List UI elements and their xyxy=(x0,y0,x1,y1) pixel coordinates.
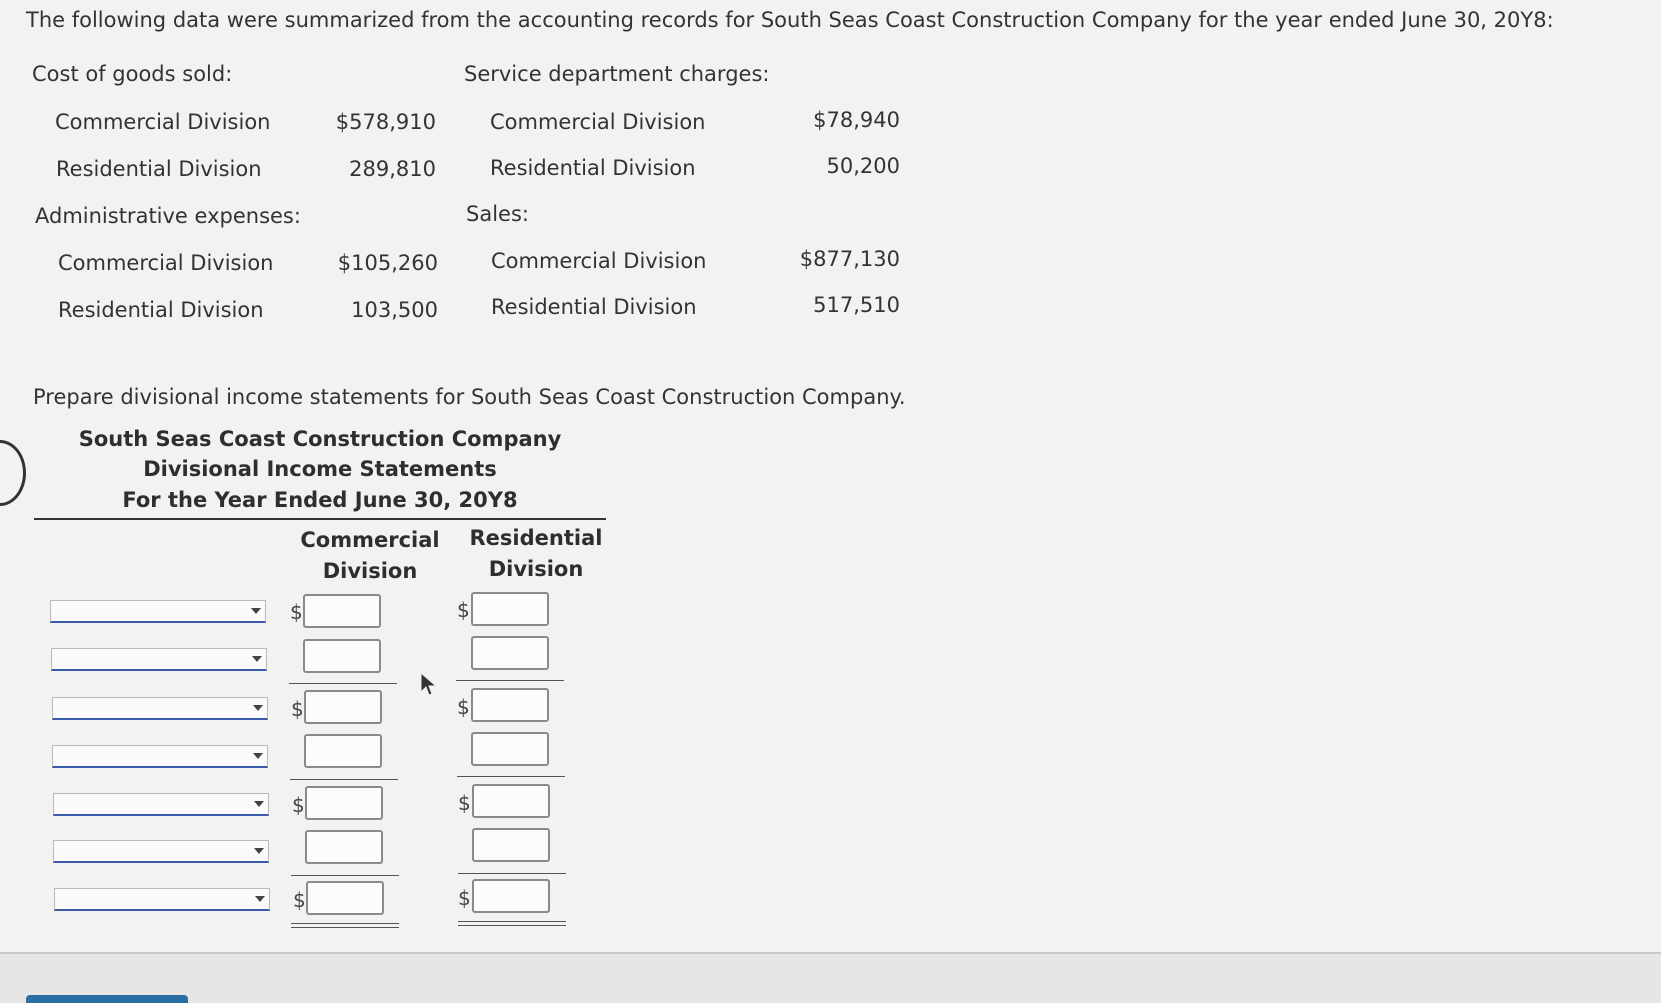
sales-residential-value: 517,510 xyxy=(813,293,900,317)
mouse-pointer-icon xyxy=(420,672,438,698)
statement-period: For the Year Ended June 30, 20Y8 xyxy=(122,488,518,512)
commercial-amount-input-1[interactable] xyxy=(303,594,381,628)
chevron-down-icon xyxy=(255,896,265,902)
cogs-commercial-value: $578,910 xyxy=(335,110,436,134)
service-residential-value: 50,200 xyxy=(826,154,900,178)
dollar-sign: $ xyxy=(291,697,304,721)
cogs-residential-value: 289,810 xyxy=(349,157,436,181)
residential-amount-input-1[interactable] xyxy=(471,592,549,626)
question-marker-icon[interactable] xyxy=(0,440,26,506)
admin-heading: Administrative expenses: xyxy=(35,204,301,228)
subtotal-rule xyxy=(291,875,399,876)
line-item-select-6[interactable] xyxy=(53,840,269,863)
line-item-select-1[interactable] xyxy=(50,600,266,623)
chevron-down-icon xyxy=(253,705,263,711)
admin-commercial-label: Commercial Division xyxy=(58,251,274,275)
service-residential-label: Residential Division xyxy=(490,156,696,180)
commercial-amount-input-7[interactable] xyxy=(306,881,384,915)
instruction-text: Prepare divisional income statements for South Seas Coast Construction Company. xyxy=(33,385,906,409)
col-residential-line1: Residential xyxy=(469,526,603,550)
commercial-amount-input-2[interactable] xyxy=(303,639,381,673)
chevron-down-icon xyxy=(252,656,262,662)
dollar-sign: $ xyxy=(290,600,303,624)
col-commercial-line1: Commercial xyxy=(300,528,440,552)
line-item-select-4[interactable] xyxy=(52,745,268,768)
commercial-amount-input-6[interactable] xyxy=(305,830,383,864)
chevron-down-icon xyxy=(254,848,264,854)
residential-amount-input-3[interactable] xyxy=(471,688,549,722)
chevron-down-icon xyxy=(253,753,263,759)
dollar-sign: $ xyxy=(292,793,305,817)
dollar-sign: $ xyxy=(458,791,471,815)
statement-company: South Seas Coast Construction Company xyxy=(78,427,562,451)
total-double-rule xyxy=(458,921,566,926)
chevron-down-icon xyxy=(254,801,264,807)
service-commercial-value: $78,940 xyxy=(813,108,900,132)
dollar-sign: $ xyxy=(457,695,470,719)
sales-commercial-value: $877,130 xyxy=(799,247,900,271)
chevron-down-icon xyxy=(251,608,261,614)
subtotal-rule xyxy=(458,873,566,874)
total-double-rule xyxy=(291,923,399,928)
cogs-commercial-label: Commercial Division xyxy=(55,110,271,134)
residential-amount-input-6[interactable] xyxy=(472,828,550,862)
dollar-sign: $ xyxy=(293,888,306,912)
subtotal-rule xyxy=(456,680,564,681)
intro-text: The following data were summarized from the accounting records for South Seas Coast Construction Company for the year ended June 30, 20Y8: xyxy=(26,8,1554,32)
subtotal-rule xyxy=(289,683,397,684)
dollar-sign: $ xyxy=(458,886,471,910)
sales-heading: Sales: xyxy=(466,202,529,226)
line-item-select-5[interactable] xyxy=(53,793,269,816)
admin-residential-value: 103,500 xyxy=(351,298,438,322)
dollar-sign: $ xyxy=(457,598,470,622)
residential-amount-input-7[interactable] xyxy=(472,879,550,913)
cogs-heading: Cost of goods sold: xyxy=(32,62,233,86)
statement-title: Divisional Income Statements xyxy=(143,457,497,481)
commercial-amount-input-3[interactable] xyxy=(304,690,382,724)
commercial-amount-input-4[interactable] xyxy=(304,734,382,768)
line-item-select-2[interactable] xyxy=(51,648,267,671)
admin-commercial-value: $105,260 xyxy=(337,251,438,275)
subtotal-rule xyxy=(457,776,565,777)
line-item-select-3[interactable] xyxy=(52,697,268,720)
residential-amount-input-2[interactable] xyxy=(471,636,549,670)
cogs-residential-label: Residential Division xyxy=(56,157,262,181)
service-heading: Service department charges: xyxy=(464,62,770,86)
col-residential-line2: Division xyxy=(488,557,584,581)
admin-residential-label: Residential Division xyxy=(58,298,264,322)
sales-commercial-label: Commercial Division xyxy=(491,249,707,273)
subtotal-rule xyxy=(290,779,398,780)
bottom-toolbar xyxy=(0,952,1661,1003)
line-item-select-7[interactable] xyxy=(54,888,270,911)
bottom-action-button[interactable] xyxy=(26,995,188,1003)
title-divider xyxy=(34,518,606,520)
residential-amount-input-4[interactable] xyxy=(471,732,549,766)
col-commercial-line2: Division xyxy=(322,559,418,583)
sales-residential-label: Residential Division xyxy=(491,295,697,319)
commercial-amount-input-5[interactable] xyxy=(305,786,383,820)
residential-amount-input-5[interactable] xyxy=(472,784,550,818)
service-commercial-label: Commercial Division xyxy=(490,110,706,134)
